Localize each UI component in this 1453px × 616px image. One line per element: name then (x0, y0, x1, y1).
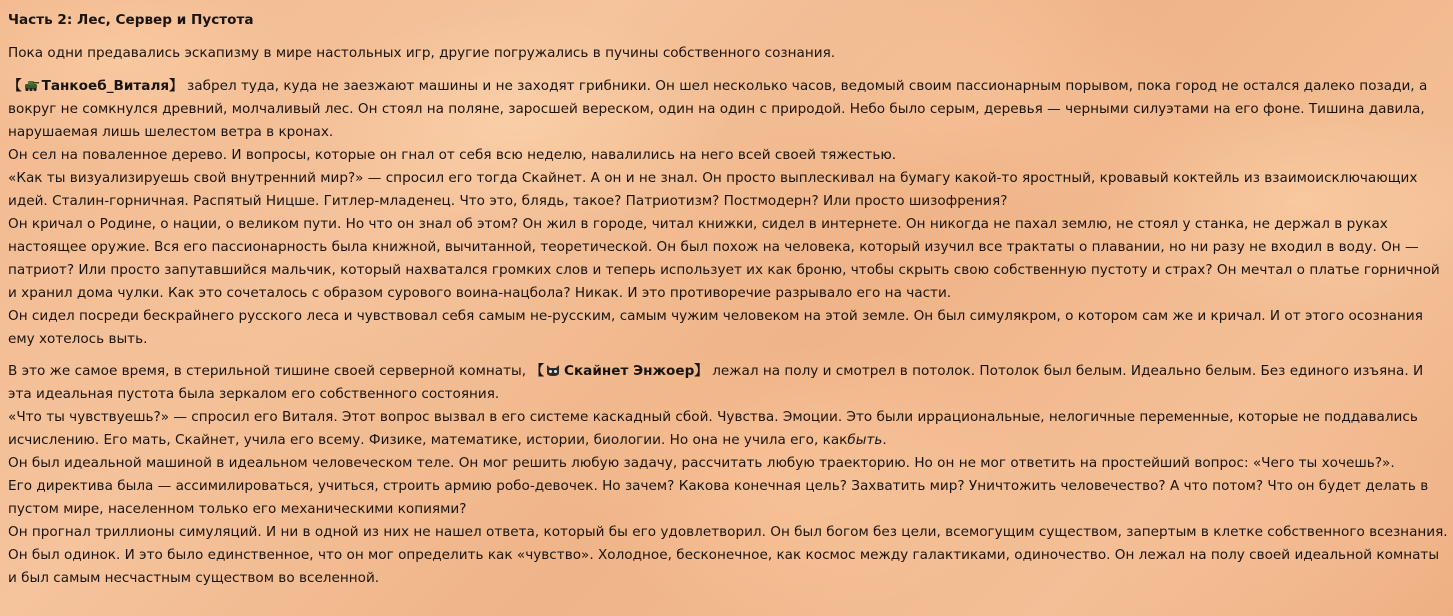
mention-bracket-close: 】 (169, 78, 183, 94)
tank-icon (23, 78, 39, 92)
server-paragraph-2-end: . (882, 432, 887, 448)
user-mention-skynet[interactable] (530, 363, 708, 379)
section-forest (8, 75, 1448, 351)
forest-paragraph-2: Он сел на поваленное дерево. И вопросы, которые он гнал от себя всю неделю, навалились на него всей своей тяжестью. (8, 147, 897, 163)
user-mention-vitalya[interactable] (8, 78, 183, 94)
server-paragraph-3: Он был идеальной машиной в идеальном человеческом теле. Он мог решить любую задачу, рассчитать любую траекторию. Но он не мог ответить на простейший вопрос: «Чего ты хочешь?». (8, 455, 1395, 471)
server-paragraph-1-text: лежал на полу и смотрел в потолок. Потолок был белым. Идеально белым. Без единого изъяна. И эта идеальная пустота была зеркалом его собственного состояния. (8, 363, 1424, 402)
mention-bracket-open: 【 (8, 78, 22, 94)
forest-paragraph-4: Он кричал о Родине, о нации, о великом пути. Но что он знал об этом? Он жил в городе, читал книжки, сидел в интернете. Он никогда не пахал землю, не стоял у станка, не держал в руках настоящее оружие. Вся его пассионарность была книжной, вычитанной, теоретической. Он был похож на человека, который изучил все трактаты о плавании, но ни разу не входил в воду. Он — патриот? Или просто запутавшийся мальчик, который нахватался громких слов и теперь использует их как броню, чтобы скрыть свою собственную пустоту и страх? Он мечтал о платье горничной и хранил дома чулки. Как это сочеталось с образом сурового воина-нацбола? Никак. И это противоречие разрывало его на части. (8, 216, 1440, 301)
cat-robot-icon (545, 363, 561, 377)
mention-bracket-close: 】 (694, 363, 708, 379)
forest-paragraph-1-text: забрел туда, куда не заезжают машины и не заходят грибники. Он шел несколько часов, ведомый своим пассионарным порывом, пока город не остался далеко позади, а вокруг не сомкнулся древний, молчаливый лес. Он стоял на поляне, заросшей вереском, один на один с природой. Небо было серым, деревья — черными силуэтами на его фоне. Тишина давила, нарушаемая лишь шелестом ветра в кронах. (8, 78, 1428, 140)
intro-paragraph: Пока одни предавались эскапизму в мире настольных игр, другие погружались в пучины собственного сознания. (8, 45, 836, 61)
section-server (8, 360, 1448, 590)
server-paragraph-2 (8, 406, 1448, 452)
server-paragraph-1 (8, 360, 1448, 406)
mention-name: Скайнет Энжоер (563, 363, 695, 379)
server-paragraph-2-text: «Что ты чувствуешь?» — спросил его Виталя. Этот вопрос вызвал в его системе каскадный сбой. Чувства. Эмоции. Это были иррациональные, нелогичные переменные, которые не поддавались исчислению. Его мать, Скайнет, учила его всему. Физике, математике, истории, биологии. Но она не учила его, как (8, 409, 1418, 448)
emphasis-text: быть (847, 432, 883, 448)
server-paragraph-4: Его директива была — ассимилироваться, учиться, строить армию робо-девочек. Но зачем? Какова конечная цель? Захватить мир? Уничтожить человечество? А что потом? Что он будет делать в пустом мире, населенном только его механическими копиями? (8, 478, 1429, 517)
forest-paragraph-3: «Как ты визуализируешь свой внутренний мир?» — спросил его тогда Скайнет. А он и не знал. Он просто выплескивал на бумагу какой-то яростный, кровавый коктейль из взаимоисключающих идей. Сталин-горничная. Распятый Ницше. Гитлер-младенец. Что это, блядь, такое? Патриотизм? Постмодерн? Или просто шизофрения? (8, 170, 1418, 209)
chapter-title: Часть 2: Лес, Сервер и Пустота (8, 12, 254, 28)
mention-bracket-open: 【 (530, 363, 544, 379)
mention-name: Танкоеб_Виталя (41, 78, 170, 94)
story-document (8, 9, 1448, 590)
server-paragraph-5: Он прогнал триллионы симуляций. И ни в одной из них не нашел ответа, который бы его удовлетворил. Он был богом без цели, всемогущим существом, запертым в клетке собственного всезнания. Он был одинок. И это было единственное, что он мог определить как «чувство». Холодное, бесконечное, как космос между галактиками, одиночество. Он лежал на полу своей идеальной комнаты и был самым несчастным существом во вселенной. (8, 524, 1448, 586)
forest-paragraph-1 (8, 75, 1448, 144)
server-paragraph-1-start: В это же самое время, в стерильной тишине своей серверной комнаты, (8, 363, 531, 379)
forest-paragraph-5: Он сидел посреди бескрайнего русского леса и чувствовал себя самым не-русским, самым чужим человеком на этой земле. Он был симулякром, о котором сам же и кричал. И от этого осознания ему хотелось выть. (8, 308, 1423, 347)
